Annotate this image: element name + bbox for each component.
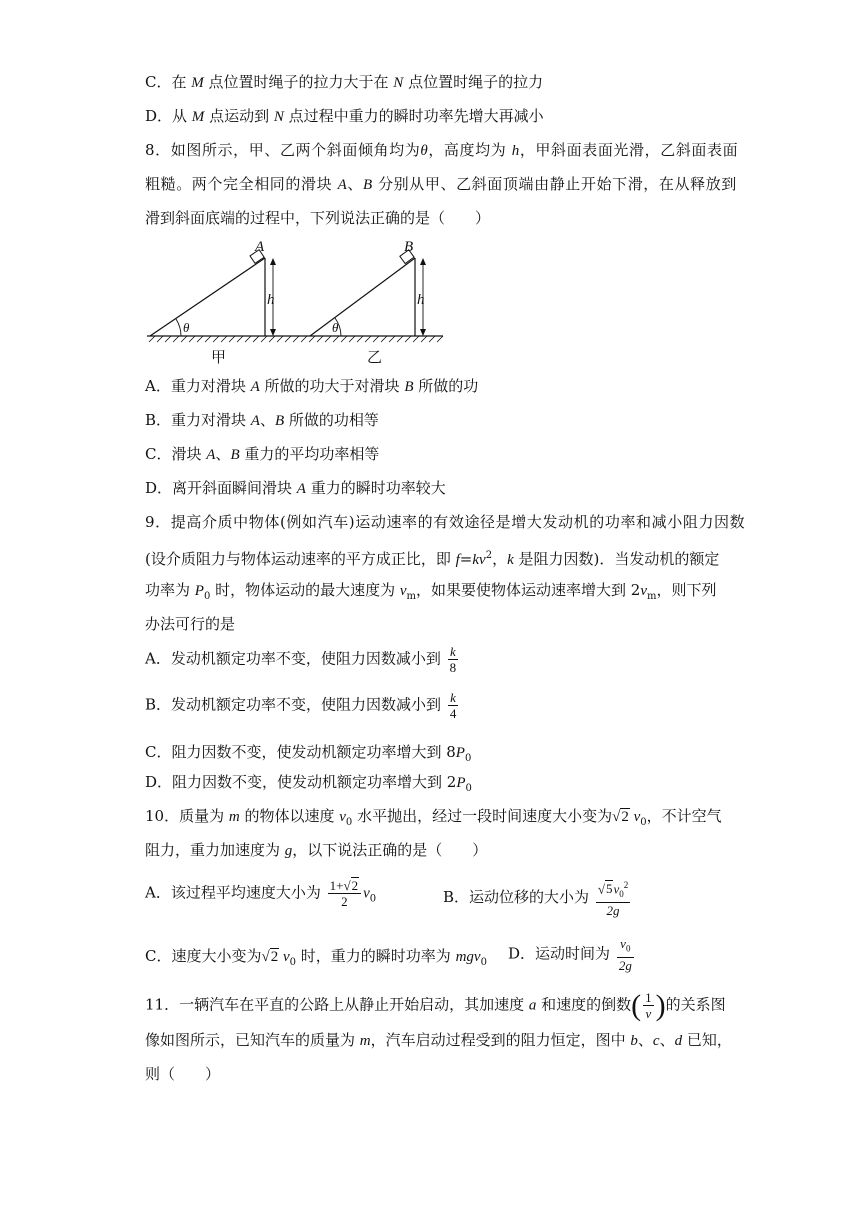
subscript: 0 bbox=[640, 817, 647, 828]
subscript: m bbox=[406, 591, 417, 602]
q11-stem-text: 和速度的倒数 bbox=[536, 995, 632, 1014]
q11-stem-text: ，汽车启动过程受到的阻力恒定，图中 bbox=[370, 1031, 631, 1049]
q9-stem-text: 9．提高介质中物体(例如汽车)运动速率的有效途径是增大发动机的功率和减小阻力因数 bbox=[145, 513, 746, 531]
subscript: m bbox=[647, 591, 657, 602]
subscript: 0 bbox=[480, 957, 487, 968]
subscript: 0 bbox=[464, 753, 472, 764]
fraction bbox=[448, 690, 459, 721]
q7-option-d bbox=[145, 106, 544, 127]
q7-option-d-text: 点过程中重力的瞬时功率先增大再减小 bbox=[283, 107, 544, 125]
var-v: v bbox=[613, 881, 620, 897]
var-d: d bbox=[674, 1033, 683, 1049]
sqrt: √2 bbox=[261, 949, 279, 965]
label-theta: θ bbox=[332, 320, 339, 335]
var-g: g bbox=[284, 843, 293, 859]
q8-stem-text: 分别从甲、乙斜面顶端由静止开始下滑，在从释放到 bbox=[372, 175, 737, 193]
fraction-denominator: 4 bbox=[449, 706, 457, 721]
q9-option-d bbox=[145, 772, 472, 799]
q11-stem-line2 bbox=[145, 1030, 732, 1051]
q7-option-d-text: 点运动到 bbox=[204, 107, 274, 125]
var-h: h bbox=[511, 143, 520, 159]
subscript: 0 bbox=[619, 888, 624, 899]
q10-option-d bbox=[508, 936, 636, 973]
fraction-denominator: v bbox=[645, 1006, 652, 1021]
fraction bbox=[328, 878, 361, 909]
q8-option-text: C．滑块 bbox=[145, 445, 207, 463]
q8-stem-line1 bbox=[145, 140, 738, 161]
var-a: a bbox=[528, 997, 537, 1014]
q9-option-text: A．发动机额定功率不变，使阻力因数减小到 bbox=[145, 649, 441, 668]
q10-stem-text: 阻力，重力加速度为 bbox=[145, 841, 285, 859]
var-v: v bbox=[479, 552, 486, 568]
label-h: h bbox=[417, 292, 425, 308]
var-v: v bbox=[640, 583, 648, 599]
var-k: k bbox=[507, 552, 514, 568]
var-B: B bbox=[230, 447, 240, 463]
label-B: B bbox=[404, 239, 414, 255]
incline-figure bbox=[145, 238, 445, 366]
q8-option-a bbox=[145, 376, 478, 397]
q10-option-c bbox=[145, 946, 487, 973]
q7-option-d-text: D．从 bbox=[145, 107, 192, 125]
q8-stem-text: ，甲斜面表面光滑，乙斜面表面 bbox=[519, 141, 739, 159]
q11-stem-line3 bbox=[145, 1064, 220, 1084]
var-f: f bbox=[455, 552, 460, 568]
q9-stem-line2 bbox=[145, 546, 719, 570]
var-theta: θ bbox=[420, 143, 429, 159]
q11-stem-line1 bbox=[145, 990, 726, 1021]
q9-stem-text: 时，物体运动的最大速度为 bbox=[210, 581, 400, 599]
var-B: B bbox=[404, 379, 414, 395]
q8-stem-text: 8．如图所示，甲、乙两个斜面倾角均为 bbox=[145, 141, 421, 159]
q8-stem-line2 bbox=[145, 174, 737, 195]
q9-option-text: B．发动机额定功率不变，使阻力因数减小到 bbox=[145, 695, 442, 714]
var-mgv: mgv bbox=[455, 949, 481, 965]
incline-jia bbox=[150, 250, 276, 336]
q9-stem-text: 功率为 bbox=[145, 581, 195, 599]
q10-option-a bbox=[145, 878, 376, 910]
subscript: 0 bbox=[625, 943, 631, 954]
fraction bbox=[643, 990, 654, 1021]
sqrt: √5 bbox=[597, 881, 613, 897]
q8-option-c bbox=[145, 444, 379, 465]
numerator-text: 1+ bbox=[329, 878, 344, 893]
fraction-numerator: k bbox=[448, 644, 459, 660]
q8-option-text: 、 bbox=[215, 445, 231, 463]
fraction-numerator: k bbox=[448, 690, 459, 706]
q8-stem-text: 滑到斜面底端的过程中，下列说法正确的是（ ） bbox=[145, 209, 491, 227]
var-k: k bbox=[472, 552, 480, 568]
angle-arc bbox=[176, 319, 181, 336]
var-v: v bbox=[629, 809, 641, 825]
fraction bbox=[596, 878, 630, 918]
q11-stem-text: 像如图所示，已知汽车的质量为 bbox=[145, 1031, 360, 1049]
q8-option-text: A．重力对滑块 bbox=[145, 377, 251, 395]
fraction-denominator: 2 bbox=[341, 894, 348, 909]
var-v: v bbox=[339, 809, 346, 825]
q9-stem-text: 是阻力因数)．当发动机的额定 bbox=[513, 550, 720, 568]
fraction-numerator: 1 bbox=[645, 990, 652, 1005]
q9-option-b bbox=[145, 690, 460, 721]
var-m: m bbox=[228, 809, 240, 825]
q7-option-c bbox=[145, 72, 543, 93]
q11-stem-text: 已知， bbox=[682, 1031, 732, 1049]
exponent: 2 bbox=[485, 550, 493, 561]
q8-option-text: 所做的功相等 bbox=[284, 411, 379, 429]
q8-option-text: 所做的功 bbox=[413, 377, 479, 395]
q8-option-text: D．离开斜面瞬间滑块 bbox=[145, 479, 297, 497]
var-m: M bbox=[191, 109, 205, 125]
q11-stem-text: 、 bbox=[637, 1031, 653, 1049]
var-c: c bbox=[652, 1033, 660, 1049]
subscript: 0 bbox=[345, 817, 353, 828]
var-n: N bbox=[273, 109, 284, 125]
fraction-numerator bbox=[328, 878, 361, 894]
label-h: h bbox=[267, 292, 275, 308]
caption-yi: 乙 bbox=[367, 348, 383, 366]
q10-stem-line2 bbox=[145, 840, 487, 861]
var-P: P bbox=[194, 583, 204, 599]
var-v: v bbox=[399, 583, 407, 599]
radicand: 2 bbox=[270, 949, 279, 965]
subscript: 0 bbox=[289, 957, 297, 968]
q10-option-text: B．运动位移的大小为 bbox=[443, 887, 590, 906]
var-A: A bbox=[337, 177, 348, 193]
q8-stem-text: 、 bbox=[347, 175, 363, 193]
q9-stem-line1 bbox=[145, 512, 745, 532]
fraction bbox=[448, 644, 459, 675]
q10-option-text: D．运动时间为 bbox=[508, 944, 611, 963]
q11-stem-text: 、 bbox=[659, 1031, 675, 1049]
var-A: A bbox=[250, 413, 260, 429]
radicand: 2 bbox=[351, 878, 359, 893]
var-A: A bbox=[296, 481, 306, 497]
left-paren: ( bbox=[631, 988, 642, 1022]
sqrt: √2 bbox=[343, 878, 359, 893]
var-n: N bbox=[393, 75, 404, 91]
var-B: B bbox=[362, 177, 373, 193]
var-v: v bbox=[279, 949, 290, 965]
q9-stem-text: 办法可行的是 bbox=[145, 615, 236, 633]
q10-stem-text: ，以下说法正确的是（ ） bbox=[292, 841, 488, 859]
var-P: P bbox=[455, 745, 465, 761]
subscript: 0 bbox=[369, 893, 377, 905]
var-A: A bbox=[206, 447, 216, 463]
q8-option-d bbox=[145, 478, 446, 499]
q11-stem-text: 则（ ） bbox=[145, 1065, 221, 1083]
label-theta: θ bbox=[183, 320, 190, 335]
radicand: 5 bbox=[605, 881, 613, 897]
incline-yi bbox=[310, 250, 426, 336]
var-b: b bbox=[630, 1033, 638, 1049]
fraction-numerator bbox=[617, 936, 634, 958]
q9-stem-text: ， bbox=[492, 550, 508, 568]
q8-option-text: 、 bbox=[259, 411, 275, 429]
sqrt: √2 bbox=[612, 809, 629, 825]
equals-sign: = bbox=[459, 550, 473, 568]
q9-stem-text: (设介质阻力与物体运动速率的平方成正比，即 bbox=[145, 550, 456, 568]
q10-stem-text: ，不计空气 bbox=[646, 807, 722, 825]
q11-stem-text: 11．一辆汽车在平直的公路上从静止开始启动，其加速度 bbox=[145, 995, 529, 1014]
exponent: 2 bbox=[623, 880, 629, 890]
q10-stem-text: 的物体以速度 bbox=[239, 807, 340, 825]
q9-stem-line3 bbox=[145, 580, 717, 607]
subscript: 0 bbox=[465, 783, 472, 794]
q9-stem-line4 bbox=[145, 614, 235, 634]
q8-option-text: 重力的平均功率相等 bbox=[239, 445, 380, 463]
fraction-denominator: 8 bbox=[449, 660, 457, 675]
caption-jia: 甲 bbox=[211, 348, 227, 366]
var-v: v bbox=[620, 936, 626, 951]
radicand: 2 bbox=[621, 809, 629, 825]
fraction bbox=[617, 936, 634, 973]
q10-stem-line1 bbox=[145, 806, 722, 833]
q7-option-c-text: 点位置时绳子的拉力 bbox=[403, 73, 544, 91]
fraction-denominator: 2g bbox=[606, 902, 620, 918]
var-m: M bbox=[191, 75, 204, 91]
q9-stem-text: ，如果要使物体运动速率增大到 2 bbox=[416, 581, 641, 599]
ground-hatching bbox=[149, 336, 443, 342]
q11-stem-text: 的关系图 bbox=[665, 995, 726, 1014]
q10-option-text: A．该过程平均速度大小为 bbox=[145, 883, 321, 902]
q9-option-c bbox=[145, 742, 471, 769]
var-v: v bbox=[363, 885, 370, 902]
q8-option-text: 重力的瞬时功率较大 bbox=[305, 479, 446, 497]
var-P: P bbox=[456, 775, 466, 791]
q10-stem-text: 水平抛出，经过一段时间速度大小变为 bbox=[352, 807, 613, 825]
subscript: 0 bbox=[203, 591, 211, 602]
fraction-numerator bbox=[596, 878, 630, 903]
q9-option-text: D．阻力因数不变，使发动机额定功率增大到 2 bbox=[145, 773, 457, 791]
q9-option-text: C．阻力因数不变，使发动机额定功率增大到 8 bbox=[145, 743, 456, 761]
q10-option-text: 时，重力的瞬时功率为 bbox=[296, 947, 456, 965]
q7-option-c-text: 点位置时绳子的拉力大于在 bbox=[203, 73, 394, 91]
q8-stem-line3 bbox=[145, 208, 490, 228]
q10-stem-text: 10．质量为 bbox=[145, 807, 229, 825]
q8-option-text: 所做的功大于对滑块 bbox=[259, 377, 405, 395]
q8-stem-text: ，高度均为 bbox=[428, 141, 512, 159]
q9-option-a bbox=[145, 644, 460, 675]
right-paren: ) bbox=[655, 988, 666, 1022]
q10-option-text: C．速度大小变为 bbox=[145, 947, 262, 965]
label-A: A bbox=[255, 239, 265, 255]
q7-option-c-text: C．在 bbox=[145, 73, 192, 91]
var-m: m bbox=[359, 1033, 371, 1049]
var-A: A bbox=[250, 379, 260, 395]
fraction-denominator: 2g bbox=[618, 957, 632, 973]
q8-option-b bbox=[145, 410, 379, 431]
q9-stem-text: ，则下列 bbox=[656, 581, 717, 599]
q10-option-b bbox=[443, 878, 632, 918]
q8-option-text: B．重力对滑块 bbox=[145, 411, 251, 429]
q8-stem-text: 粗糙。两个完全相同的滑块 bbox=[145, 175, 338, 193]
var-B: B bbox=[274, 413, 285, 429]
